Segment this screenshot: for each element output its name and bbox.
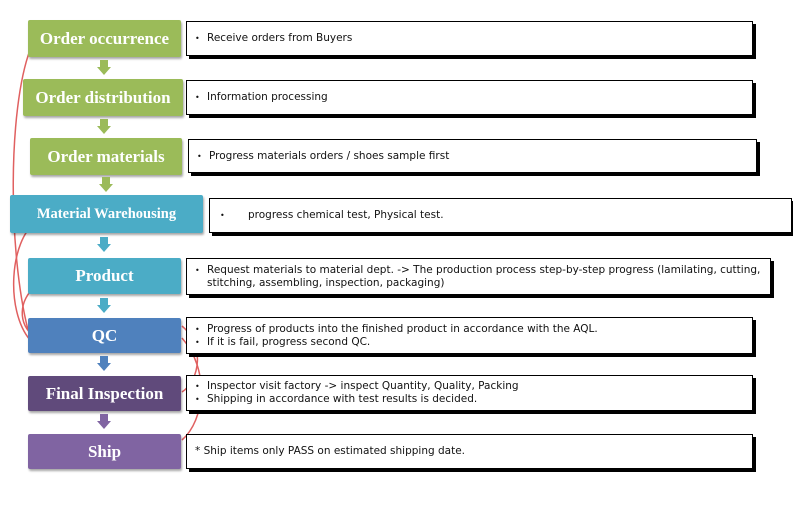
stage-qc: QC (28, 318, 181, 353)
note-line: Progress of products into the finished product in accordance with the AQL. (207, 322, 598, 335)
note-order-occurrence (186, 21, 753, 56)
stage-final-inspection: Final Inspection (28, 376, 181, 411)
note-ship (186, 434, 753, 469)
flow-arrow-5 (97, 298, 111, 314)
note-order-materials (188, 139, 757, 173)
note-line: Inspector visit factory -> inspect Quantity, Quality, Packing (207, 380, 519, 392)
stage-product: Product (28, 258, 181, 294)
note-final-inspection (186, 375, 753, 411)
note-line: Shipping in accordance with test results is decided. (207, 393, 478, 405)
note-line: Information processing (207, 91, 328, 103)
bullet-icon: • (195, 93, 200, 102)
flow-arrow-2 (97, 119, 111, 135)
bullet-icon: • (195, 265, 200, 275)
stage-order-materials: Order materials (30, 138, 182, 175)
note-qc (186, 317, 753, 354)
note-product (186, 258, 771, 295)
bullet-icon: • (197, 151, 202, 161)
flow-arrow-1 (97, 60, 111, 76)
bullet-icon: • (195, 382, 200, 391)
note-line: progress chemical test, Physical test. (248, 209, 444, 221)
note-order-distribution (186, 80, 753, 115)
bullet-icon: • (195, 324, 200, 334)
flow-arrow-3 (99, 177, 113, 193)
stage-order-occurrence: Order occurrence (28, 20, 181, 57)
note-line: Progress materials orders / shoes sample first (209, 149, 450, 162)
flow-arrow-4 (97, 237, 111, 253)
note-material-warehousing (209, 198, 792, 233)
stage-material-warehousing: Material Warehousing (10, 195, 203, 233)
bullet-icon: • (195, 337, 200, 347)
stage-order-distribution: Order distribution (23, 79, 183, 116)
bullet-icon: • (195, 395, 200, 404)
stage-ship: Ship (28, 434, 181, 469)
note-line: * Ship items only PASS on estimated shipping date. (195, 445, 466, 457)
bullet-icon: • (195, 34, 200, 43)
note-line: Receive orders from Buyers (207, 32, 353, 44)
bullet-icon: • (220, 211, 225, 220)
flow-arrow-7 (97, 414, 111, 430)
flow-arrow-6 (97, 356, 111, 372)
note-line: Request materials to material dept. -> The production process step-by-step progress (lamilating, cutting, stitching, assembling, inspection, packaging) (207, 263, 761, 289)
note-line: If it is fail, progress second QC. (207, 335, 371, 348)
